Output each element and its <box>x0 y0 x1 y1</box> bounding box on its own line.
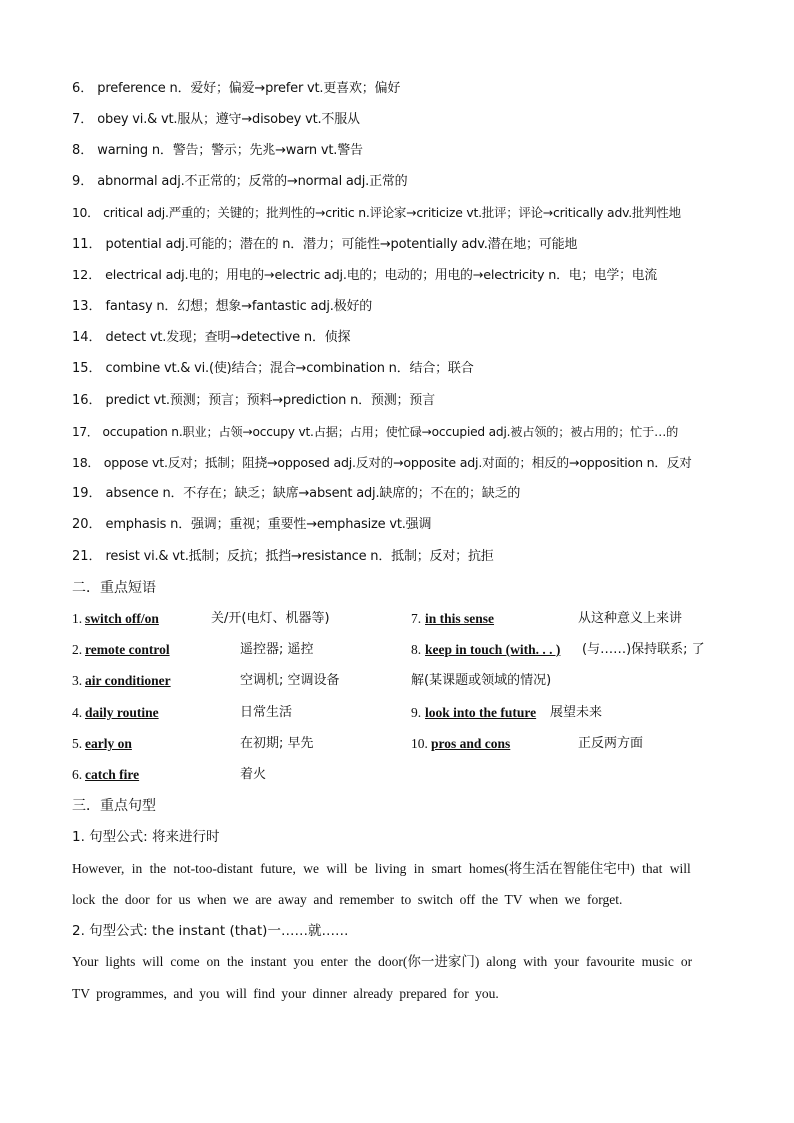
vocab-number: 10． <box>72 205 100 220</box>
vocab-item-18 <box>72 455 692 471</box>
vocab-number: 13． <box>72 299 102 314</box>
pattern-2-example-line-1: Your lights will come on the instant you enter the door(你一进家门) along with your favourite music or <box>72 954 693 969</box>
vocab-item-20 <box>72 517 431 533</box>
section-heading-sentence-patterns: 三．重点句型 <box>72 798 156 814</box>
pattern-2-example-line-2: TV programmes, and you will find your dinner already prepared for you. <box>72 986 499 1001</box>
vocab-number: 14． <box>72 330 102 345</box>
phrase-term: switch off/on <box>85 611 159 626</box>
vocab-item-7 <box>72 112 360 128</box>
phrase-number: 4. <box>72 705 83 720</box>
vocab-item-14 <box>72 330 350 346</box>
phrase-row <box>72 642 732 660</box>
vocab-number: 8． <box>72 143 94 158</box>
phrase-number: 1. <box>72 611 83 626</box>
phrase-meaning: 正反两方面 <box>578 736 644 751</box>
vocab-item-8 <box>72 143 363 159</box>
phrase-term: keep in touch (with. . . ) <box>425 642 561 657</box>
vocab-number: 19． <box>72 486 102 501</box>
pattern-2-label: 2. 句型公式: the instant (that)一……就…… <box>72 923 349 939</box>
vocab-text: emphasis n．强调；重视；重要性→emphasize vt.强调 <box>105 517 432 532</box>
vocab-text: predict vt.预测；预言；预料→prediction n．预测；预言 <box>105 393 435 408</box>
vocab-item-21 <box>72 549 494 565</box>
phrase-number: 5. <box>72 736 83 751</box>
vocab-item-12 <box>72 268 657 284</box>
vocab-text: critical adj.严重的；关键的；批判性的→critic n.评论家→criticize vt.批评；评论→critically adv.批判性地 <box>103 205 681 220</box>
pattern-1-label: 1. 句型公式: 将来进行时 <box>72 829 220 845</box>
vocab-text: potential adj.可能的；潜在的 n．潜力；可能性→potentially adv.潜在地；可能地 <box>105 237 578 252</box>
phrase-meaning-continued: 解(某课题或领域的情况) <box>411 673 552 688</box>
pattern-1-example-line-1: However, in the not-too-distant future, we will be living in smart homes(将生活在智能住宅中) that will <box>72 861 691 876</box>
vocab-number: 12． <box>72 268 102 283</box>
vocab-text: obey vi.& vt.服从；遵守→disobey vt.不服从 <box>97 112 360 127</box>
vocab-number: 11． <box>72 237 102 252</box>
vocab-text: abnormal adj.不正常的；反常的→normal adj.正常的 <box>97 174 408 189</box>
vocab-number: 9． <box>72 174 94 189</box>
vocab-item-16 <box>72 393 435 409</box>
phrase-number: 2. <box>72 642 83 657</box>
vocab-item-11 <box>72 237 577 253</box>
vocab-item-13 <box>72 299 372 315</box>
phrase-meaning: 空调机; 空调设备 <box>240 673 340 688</box>
phrase-term: daily routine <box>85 705 159 720</box>
phrase-meaning: 着火 <box>240 767 267 782</box>
phrase-term: remote control <box>85 642 170 657</box>
pattern-1-example-line-2: lock the door for us when we are away and remember to switch off the TV when we forget. <box>72 892 623 907</box>
vocab-number: 7． <box>72 112 94 127</box>
phrase-number: 10. <box>411 736 428 751</box>
vocab-text: preference n．爱好；偏爱→prefer vt.更喜欢；偏好 <box>97 81 401 96</box>
phrase-row <box>72 767 732 785</box>
phrase-meaning: 在初期; 早先 <box>240 736 314 751</box>
vocab-text: oppose vt.反对；抵制；阻挠→opposed adj.反对的→opposite adj.对面的；相反的→opposition n．反对 <box>103 455 692 470</box>
phrase-number: 7. <box>411 611 422 626</box>
vocab-text: warning n．警告；警示；先兆→warn vt.警告 <box>97 143 363 158</box>
vocab-number: 17． <box>72 425 99 439</box>
vocab-text: resist vi.& vt.抵制；反抗；抵挡→resistance n．抵制；反对；抗拒 <box>105 549 494 564</box>
vocab-item-15 <box>72 361 474 377</box>
phrase-meaning: 遥控器; 遥控 <box>240 642 314 657</box>
phrase-number: 3. <box>72 673 83 688</box>
vocab-number: 16． <box>72 393 102 408</box>
vocab-number: 6． <box>72 81 94 96</box>
vocab-text: absence n．不存在；缺乏；缺席→absent adj.缺席的；不在的；缺乏的 <box>105 486 521 501</box>
phrase-number: 9. <box>411 705 422 720</box>
phrase-term: catch fire <box>85 767 140 782</box>
vocab-item-19 <box>72 486 520 502</box>
phrase-meaning: 从这种意义上来讲 <box>578 611 683 626</box>
phrase-term: pros and cons <box>431 736 511 751</box>
vocab-item-6 <box>72 81 400 97</box>
phrase-row <box>72 611 732 629</box>
vocab-item-9 <box>72 174 407 190</box>
phrase-meaning: 关/开(电灯、机器等) <box>211 611 330 626</box>
phrase-term: early on <box>85 736 132 751</box>
vocab-number: 20． <box>72 517 102 532</box>
phrase-row <box>72 736 732 754</box>
phrase-meaning: 展望未来 <box>550 705 603 720</box>
phrase-row <box>72 705 732 723</box>
phrase-term: look into the future <box>425 705 537 720</box>
vocab-number: 18． <box>72 455 100 470</box>
vocab-item-17 <box>72 424 678 440</box>
phrase-number: 6. <box>72 767 83 782</box>
vocab-item-10 <box>72 205 681 221</box>
phrase-term: air conditioner <box>85 673 171 688</box>
phrase-term: in this sense <box>425 611 495 626</box>
section-heading-phrases: 二．重点短语 <box>72 580 156 596</box>
vocab-text: fantasy n．幻想；想象→fantastic adj.极好的 <box>105 299 373 314</box>
phrase-row <box>72 673 732 691</box>
vocab-text: electrical adj.电的；用电的→electric adj.电的；电动的；用电的→electricity n．电；电学；电流 <box>105 268 657 283</box>
phrase-meaning: 日常生活 <box>240 705 293 720</box>
phrase-meaning: (与……)保持联系; 了 <box>582 642 705 657</box>
vocab-text: detect vt.发现；查明→detective n．侦探 <box>105 330 351 345</box>
vocab-text: combine vt.& vi.(使)结合；混合→combination n．结合；联合 <box>105 361 474 376</box>
vocab-text: occupation n.职业；占领→occupy vt.占据；占用；使忙碌→occupied adj.被占领的；被占用的；忙于…的 <box>102 425 679 439</box>
phrase-number: 8. <box>411 642 422 657</box>
vocab-number: 21． <box>72 549 102 564</box>
vocab-number: 15． <box>72 361 102 376</box>
